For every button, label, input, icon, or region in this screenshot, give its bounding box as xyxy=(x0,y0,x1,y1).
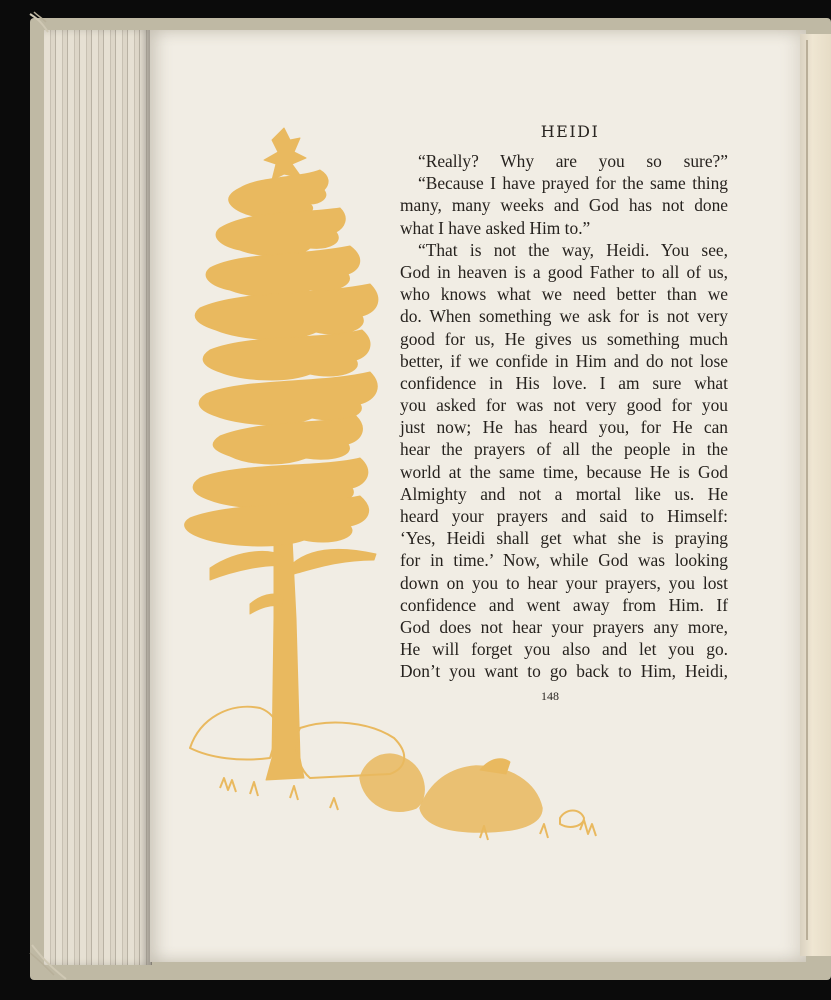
text-line: for in time.’ Now, while God was looking xyxy=(400,550,728,571)
text-line: confidence in His love. I am sure what xyxy=(400,372,728,393)
text-line: better, if we confide in Him and do not lose xyxy=(400,350,728,371)
binding-thread-top xyxy=(26,8,56,38)
text-line: down on you to hear your prayers, you lost xyxy=(400,572,728,593)
text-line: just now; He has heard you, for He can xyxy=(400,417,728,438)
text-line: heard your prayers and said to Himself: xyxy=(400,506,728,526)
page-number: 148 xyxy=(541,689,559,703)
text-line: you asked for was not very good for you xyxy=(400,395,728,416)
text-line: He will forget you also and let you go. xyxy=(400,639,728,660)
page-edge-stack xyxy=(44,30,152,965)
text-line: who knows what we need better than we xyxy=(400,284,728,305)
text-line: “That is not the way, Heidi. You see, xyxy=(418,239,728,260)
text-line: confidence and went away from Him. If xyxy=(400,594,728,615)
text-line: God does not hear your prayers any more, xyxy=(400,616,728,637)
text-line: hear the prayers of all the people in the xyxy=(400,439,728,460)
text-line: good for us, He gives us something much xyxy=(400,328,728,349)
text-line: “Because I have prayed for the same thing xyxy=(418,173,728,194)
text-line: do. When something we ask for is not very xyxy=(400,306,728,327)
text-line: ‘Yes, Heidi shall get what she is praying xyxy=(400,528,728,549)
next-page-edge xyxy=(800,34,831,956)
body-text xyxy=(400,150,728,683)
text-line: many, many weeks and God has not done xyxy=(400,195,728,216)
text-line: Almighty and not a mortal like us. He xyxy=(400,483,728,504)
text-line: world at the same time, because He is God xyxy=(400,461,728,482)
page-gutter-line xyxy=(806,40,808,940)
text-line: what I have asked Him to.” xyxy=(400,217,591,238)
running-head: HEIDI xyxy=(540,122,600,141)
binding-thread-bottom xyxy=(26,935,76,985)
text-line: “Really? Why are you so sure?” xyxy=(418,151,728,171)
text-line: God in heaven is a good Father to all of us, xyxy=(400,261,728,282)
text-line: Don’t you want to go back to Him, Heidi, xyxy=(400,661,728,682)
